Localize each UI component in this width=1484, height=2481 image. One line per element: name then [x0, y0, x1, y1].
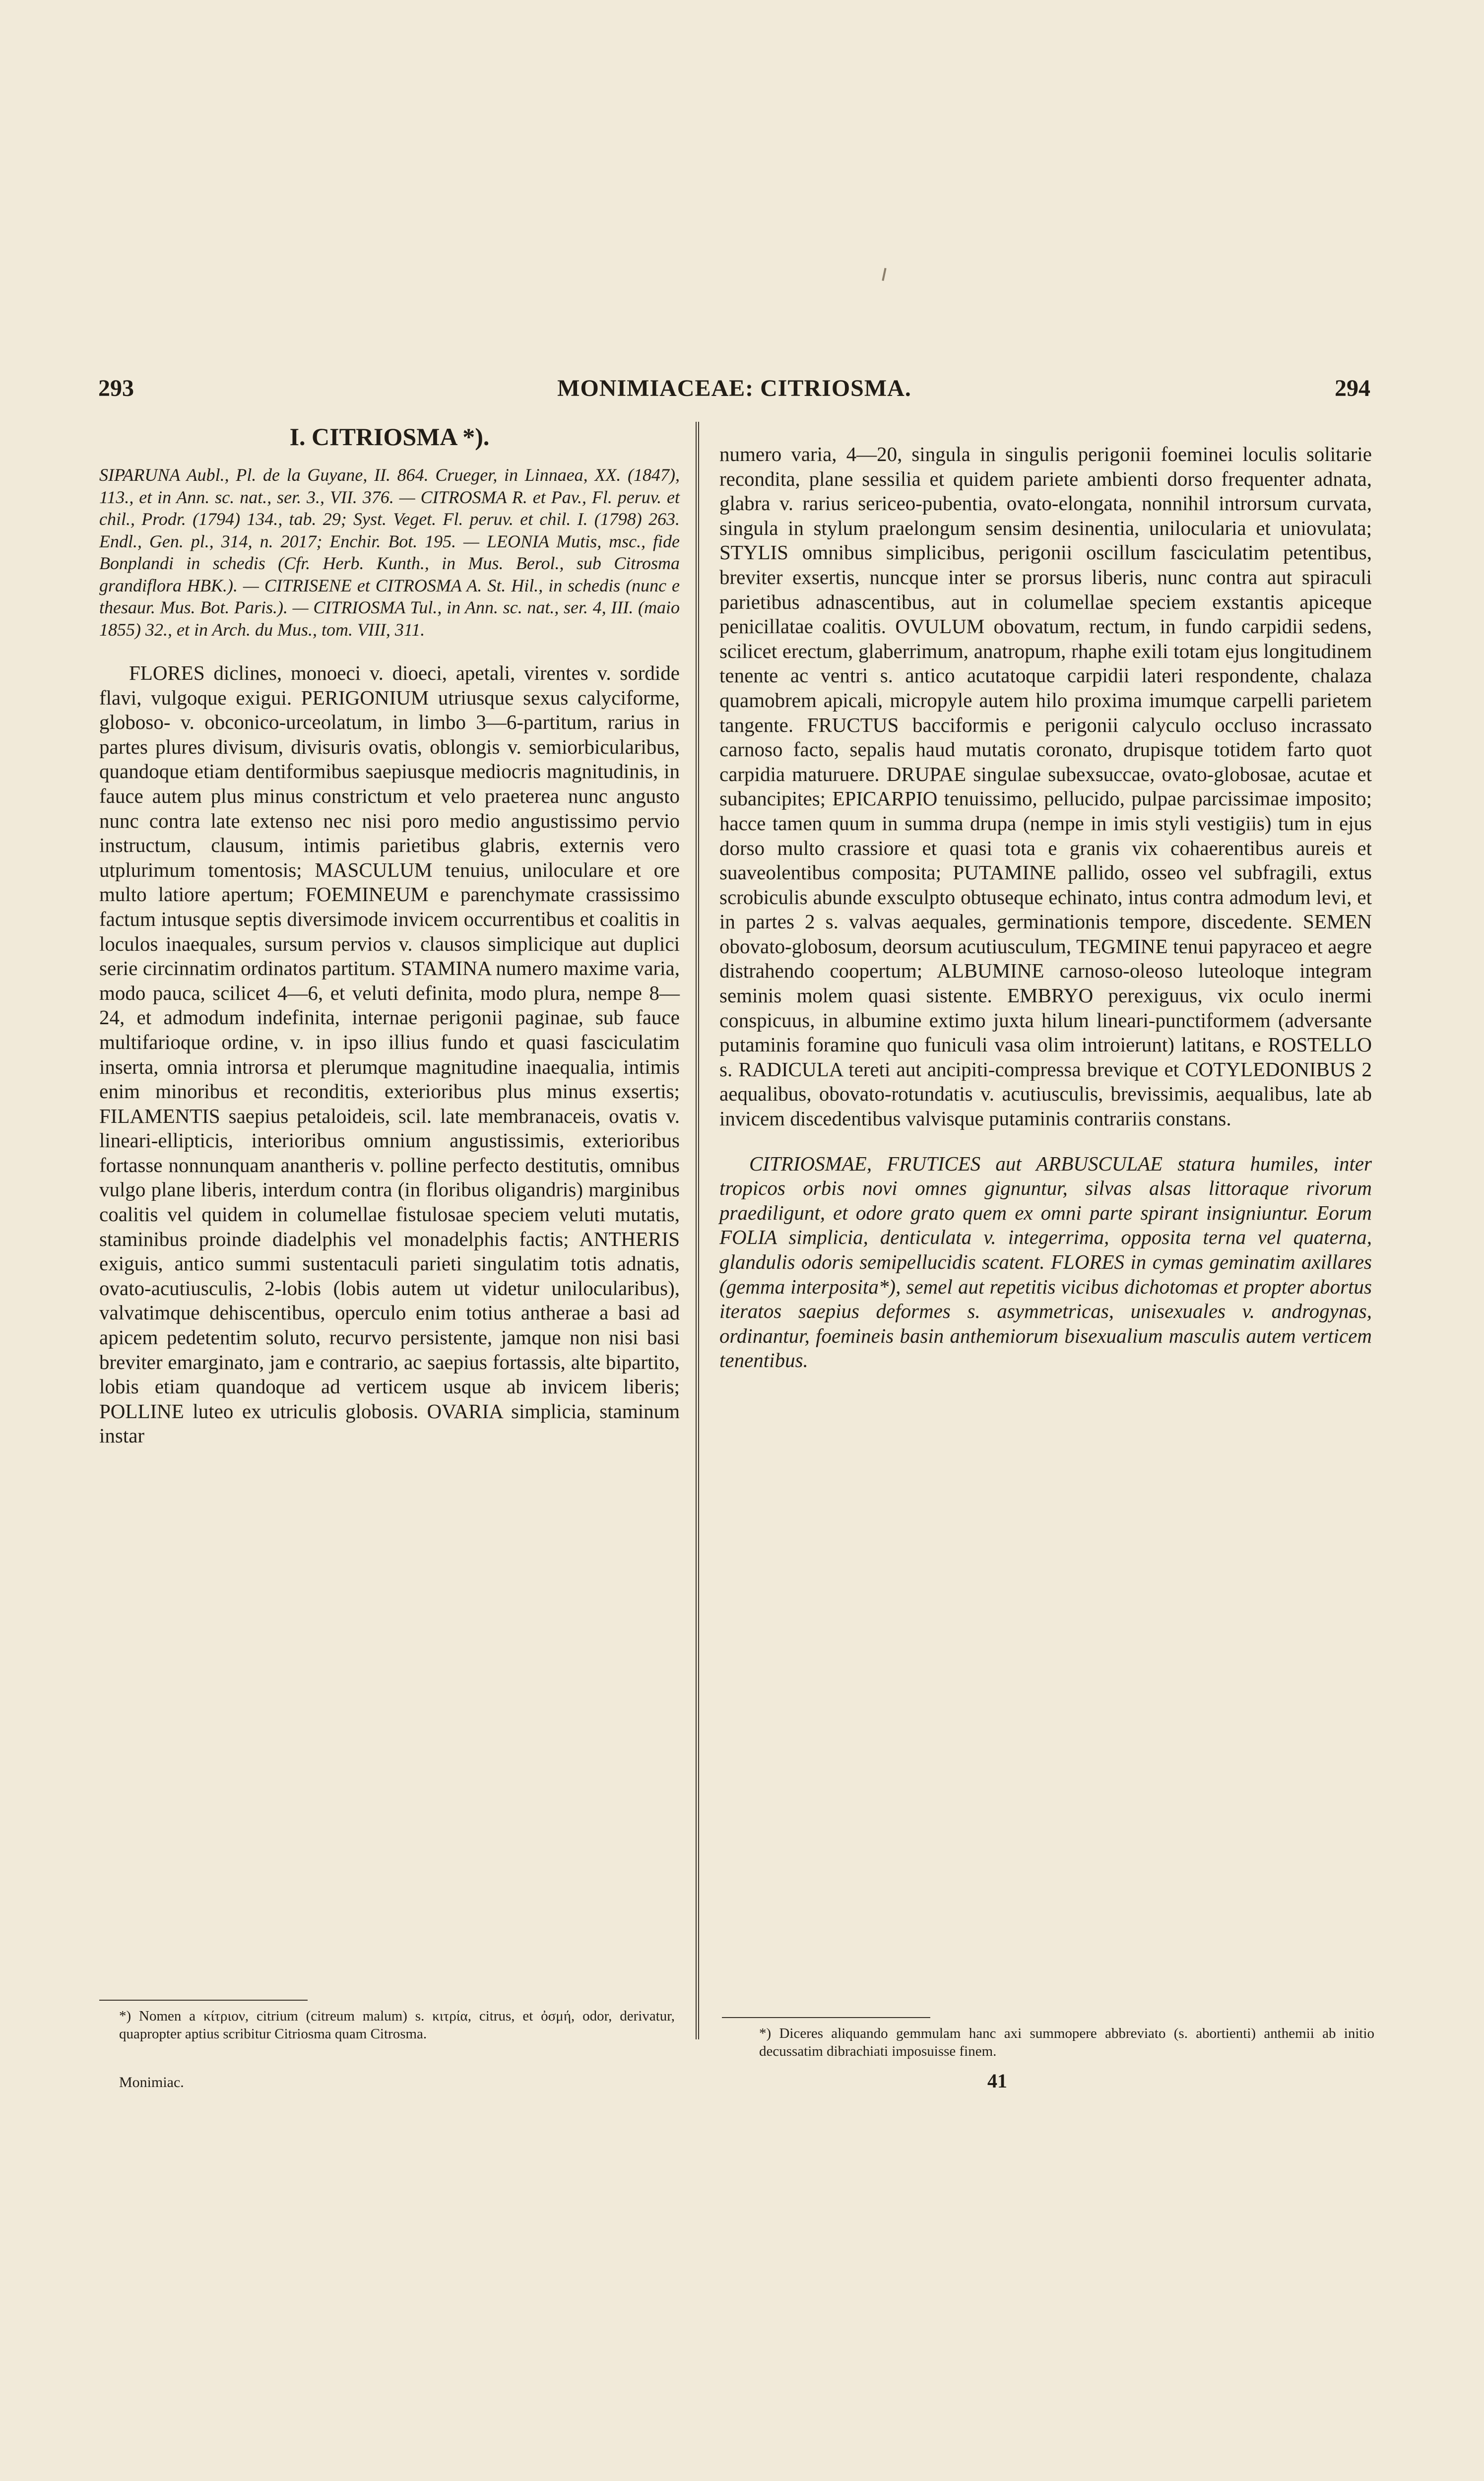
footnote-rule-right — [722, 2017, 930, 2018]
page-number-left: 293 — [98, 375, 134, 401]
column-divider — [696, 422, 699, 2039]
footnote-rule-left — [99, 2000, 308, 2001]
left-column — [99, 422, 680, 1469]
signature-mark: Monimiac. — [119, 2074, 184, 2090]
paper-mark — [882, 268, 886, 281]
gathering-number: 41 — [987, 2070, 1007, 2092]
generic-description: FLORES diclines, monoeci v. dioeci, apetali, virentes v. sordide flavi, vulgoque exigui. PERIGONIUM utriusque sexus calyciforme, globoso- v. obconico-urceolatum, in limbo 3—6-partitum, rarius in partes plures divisum, divisuris ovatis, oblongis v. semiorbicularibus, quandoque etiam dentiformibus saepiusque mediocris magnitudinis, in fauce autem plus minus constrictum et velo praeterea nunc angusto nunc contra late extenso nec nisi poro medio angustissimo pervio instructum, clausum, intimis parietibus glabris, externis vero utplurimum tomentosis; MASCULUM tenuius, uniloculare et ore multo latiore apertum; FOEMINEUM e parenchymate crassissimo factum intusque septis diversimode invicem occurrentibus et coalitis in loculos inaequales, sursum pervios v. clausos simplicique aut duplici serie circinnatim ordinatos partitum. STAMINA numero maxime varia, modo pauca, scilicet 4—6, et veluti definita, modo plura, nempe 8—24, et admodum indefinita, internae perigonii paginae, sub fauce multifarioque ordine, v. in ipso illius fundo et quasi fasciculatim inserta, omnia introrsa et plerumque magnitudine inaequalia, intimis enim minoribus et reconditis, exterioribus plus minus exsertis; FILAMENTIS saepius petaloideis, scil. late membranaceis, ovatis v. lineari-ellipticis, interioribus omnium angustissimis, exterioribus fortasse nonnunquam anantheris v. polline perfecto destitutis, omnibus vulgo plane liberis, interdum contra (in floribus oligandris) marginibus coalitis vel quidem in columellae fistulosae speciem veluti mutatis, staminibus proinde diadelphis vel monadelphis factis; ANTHERIS exiguis, antico summi sustentaculi parieti singulatim totis adnatis, ovato-acutiusculis, 2-lobis (lobis autem ut videtur unilocularibus), valvatimque dehiscentibus, operculo enim totius antherae a basi ad apicem pedetentim soluto, recurvo persistente, jamque non nisi basi breviter emarginato, jam e contrario, ac saepius fortassis, alte bipartito, lobis etiam quandoque ad verticem usque ab invicem liberis; POLLINE luteo ex utriculis globosis. OVARIA simplicia, staminum instar — [99, 661, 680, 1447]
right-column — [719, 422, 1372, 1393]
running-title: MONIMIACEAE: CITRIOSMA. — [557, 375, 911, 401]
synonymy: SIPARUNA Aubl., Pl. de la Guyane, II. 864. Crueger, in Linnaea, XX. (1847), 113., et in Ann. sc. nat., ser. 3., VII. 376. — CITROSMA R. et Pav., Fl. peruv. et chil., Prodr. (1794) 134., tab. 29; Syst. Veget. Fl. peruv. et chil. I. (1798) 263. Endl., Gen. pl., 314, n. 2017; Enchir. Bot. 195. — LEONIA Mutis, msc., fide Bonplandi in schedis (Cfr. Herb. Kunth., in Mus. Berol., sub Citrosma grandiflora HBK.). — CITRISENE et CITROSMA A. St. Hil., in schedis (nunc e thesaur. Mus. Bot. Paris.). — CITRIOSMA Tul., in Ann. sc. nat., ser. 4, III. (maio 1855) 32., et in Arch. du Mus., tom. VIII, 311. — [99, 465, 680, 640]
footnote-right: *) Diceres aliquando gemmulam hanc axi summopere abbreviato (s. abortienti) anthemii ab initio decussatim dibrachiati imposuisse finem. — [759, 2025, 1374, 2059]
section-title: I. CITRIOSMA *). — [289, 423, 490, 451]
generic-description-continued: numero varia, 4—20, singula in singulis perigonii foeminei loculis solitarie recondita, plane sessilia et quidem pariete ambienti dorso frequenter adnata, glabra v. rarius sericeo-pubentia, ovato-elongata, nonnihil introrsum curvata, singula in stylum praelongum sensim desinentia, unilocularia et uniovulata; STYLIS omnibus simplicibus, perigonii oscillum fasciculatim petentibus, breviter exsertis, nuncque inter se prorsus liberis, nunc contra aut spiraculi parietibus adnascentibus, aut in columellae speciem exstantis apiceque penicillatae coalitis. OVULUM obovatum, rectum, in fundo carpidii sedens, scilicet erectum, glaberrimum, anatropum, rhaphe exili totam ejus longitudinem tenente ac ventri s. antico acutatoque carpidii lateri respondente, chalaza quamobrem apicali, micropyle autem hilo proxima imumque carpelli parietem tangente. FRUCTUS bacciformis e perigonii calyculo occluso incrassato carnoso facto, sepalis haud mutatis coronato, drupisque totidem farto quot carpidia maturuere. DRUPAE singulae subexsuccae, ovato-globosae, acutae et subancipites; EPICARPIO tenuissimo, pellucido, pulpae parcissimae imposito; hacce tamen quum in summa drupa (nempe in imis styli vestigiis) tum in ejus dorso multo crassiore et quasi tota e granis vix cohaerentibus aureis et suaveolentibus composita; PUTAMINE pallido, osseo vel subfragili, extus scrobiculis abunde exsculpto obtuseque echinato, intus contra admodum levi, et in partes 2 s. valvas aequales, germinationis tempore, discedente. SEMEN obovato-globosum, deorsum acutiusculum, TEGMINE tenui papyraceo et aegre distrahendo coopertum; ALBUMINE carnoso-oleoso luteoloque integram seminis molem quasi sistente. EMBRYO perexiguus, vix oculo inermi conspicuus, in albumine extimo juxta hilum lineari-punctiformem (adversante putaminis foramine quo funiculi vasa olim introierunt) latitans, e ROSTELLO s. RADICULA tereti aut ancipiti-compressa brevique et COTYLEDONIBUS 2 aequalibus, obovato-rotundatis v. acutiusculis, brevissimis, aequalibus, late ab invicem discedentibus valvisque putaminis contrariis constans. — [719, 443, 1372, 1130]
running-head — [94, 370, 1374, 404]
page-number-right: 294 — [1335, 375, 1370, 401]
habit-description: CITRIOSMAE, FRUTICES aut ARBUSCULAE statura humiles, inter tropicos orbis novi omnes gignuntur, silvas alsas littoraque rivorum praediligunt, et odore grato quem ex omni parte spirant insigniuntur. Eorum FOLIA simplicia, denticulata v. integerrima, opposita terna vel quaterna, glandulis odoris semipellucidis scatent. FLORES in cymas geminatim axillares (gemma interposita*), semel aut repetitis vicibus dichotomas et propter abortus iteratos saepius deformes s. asymmetricas, unisexuales v. androgynas, ordinantur, foemineis basin anthemiorum bisexualium masculis autem verticem tenentibus. — [719, 1152, 1372, 1372]
footnote-left: *) Nomen a κίτριον, citrium (citreum malum) s. κιτρία, citrus, et ὀσμή, odor, derivatur, quapropter aptius scribitur Citriosma quam Citrosma. — [119, 2008, 675, 2042]
